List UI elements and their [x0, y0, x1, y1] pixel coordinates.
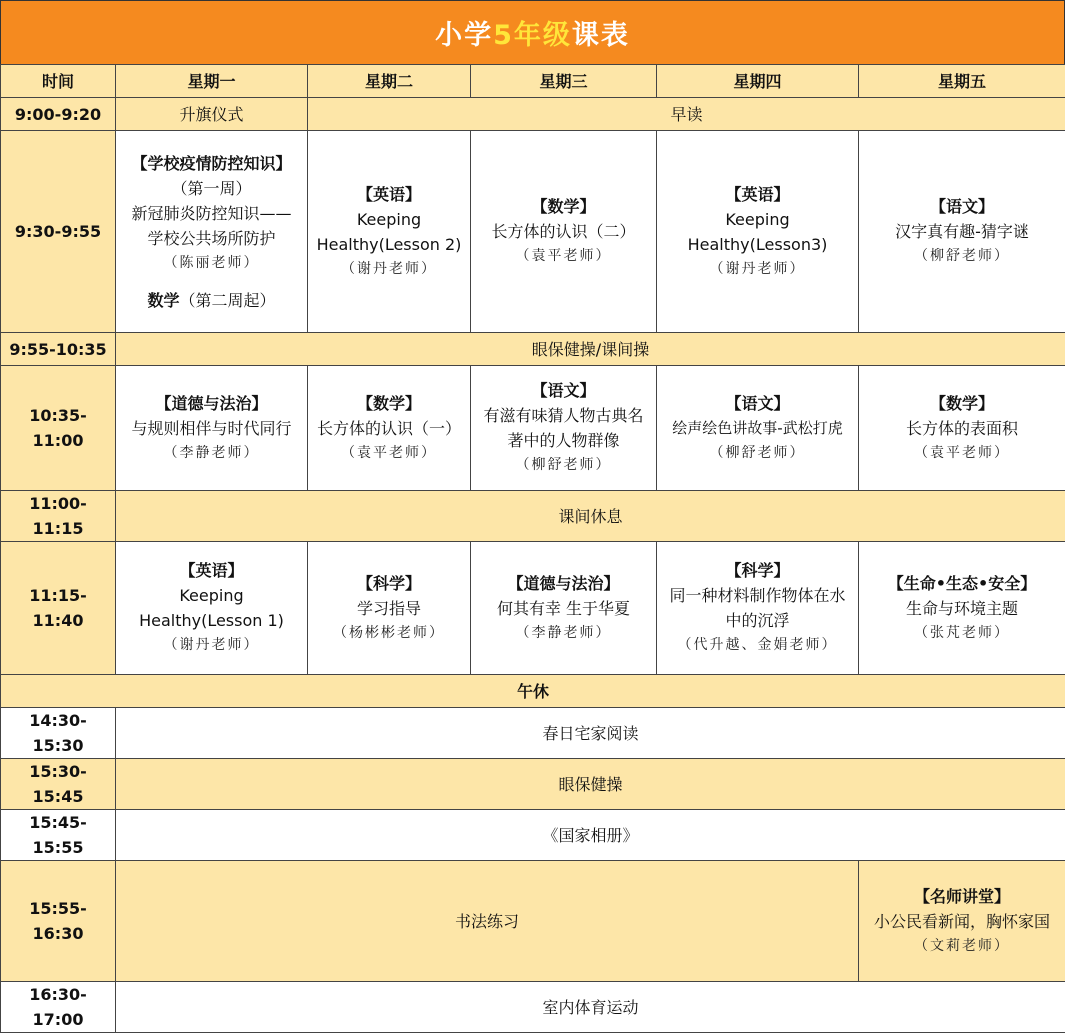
lesson-cell-thursday — [657, 131, 859, 333]
lesson-title: 汉字真有趣-猜字谜 — [862, 219, 1062, 244]
subject-label: 【学校疫情防控知识】 — [119, 151, 304, 176]
lesson-cell-wednesday — [471, 366, 657, 491]
lesson-cell-thursday — [657, 542, 859, 675]
subject-schedule-note — [119, 288, 304, 313]
time-slot: 11:15-11:40 — [1, 542, 116, 675]
schedule-row — [1, 333, 1065, 366]
subject-label: 【数学】 — [311, 391, 467, 416]
subject-label: 【语文】 — [660, 391, 855, 416]
header-wednesday: 星期三 — [471, 65, 657, 98]
lesson-cell-monday — [116, 542, 308, 675]
lesson-cell-friday — [859, 131, 1065, 333]
monday-activity: 升旗仪式 — [116, 98, 308, 131]
subject-label: 【科学】 — [311, 571, 467, 596]
header-monday: 星期一 — [116, 65, 308, 98]
lesson-note: （第一周） — [119, 176, 304, 201]
tue-fri-activity: 早读 — [308, 98, 1065, 131]
teacher-name: （谢丹老师） — [311, 257, 467, 282]
teacher-name: （李静老师） — [474, 621, 653, 646]
teacher-name: （谢丹老师） — [119, 633, 304, 658]
time-slot: 16:30-17:00 — [1, 982, 116, 1033]
time-slot: 9:55-10:35 — [1, 333, 116, 366]
lesson-cell-tuesday — [308, 366, 471, 491]
teacher-name: （柳舒老师） — [862, 244, 1062, 269]
teacher-name: （柳舒老师） — [660, 441, 855, 466]
lesson-cell-friday — [859, 542, 1065, 675]
schedule-row — [1, 366, 1065, 491]
subject-label: 【英语】 — [660, 182, 855, 207]
time-slot: 11:00-11:15 — [1, 491, 116, 542]
lesson-title: 学习指导 — [311, 596, 467, 621]
teacher-name: （李静老师） — [119, 441, 304, 466]
lesson-title: 中的沉浮 — [660, 608, 855, 633]
teacher-name: （谢丹老师） — [660, 257, 855, 282]
lesson-title: Healthy(Lesson3) — [660, 232, 855, 257]
subject-label: 【语文】 — [474, 378, 653, 403]
lesson-title: 同一种材料制作物体在水 — [660, 583, 855, 608]
teacher-name: （陈丽老师） — [119, 251, 304, 276]
lesson-cell-friday — [859, 366, 1065, 491]
lesson-title: 长方体的表面积 — [862, 416, 1062, 441]
teacher-name: （张芃老师） — [862, 621, 1062, 646]
schedule-row — [1, 131, 1065, 333]
teacher-name: （袁平老师） — [311, 441, 467, 466]
time-slot: 15:55-16:30 — [1, 861, 116, 982]
subject-label: 【生命•生态•安全】 — [862, 571, 1062, 596]
lesson-cell-wednesday — [471, 542, 657, 675]
schedule-row — [1, 759, 1065, 810]
header-friday: 星期五 — [859, 65, 1065, 98]
break-activity: 眼保健操/课间操 — [116, 333, 1065, 366]
afternoon-activity: 春日宅家阅读 — [116, 708, 1065, 759]
afternoon-activity: 眼保健操 — [116, 759, 1065, 810]
schedule-row — [1, 810, 1065, 861]
header-thursday: 星期四 — [657, 65, 859, 98]
lesson-title: 著中的人物群像 — [474, 428, 653, 453]
time-slot: 14:30-15:30 — [1, 708, 116, 759]
schedule-row — [1, 542, 1065, 675]
title-grade: 5年级 — [493, 13, 572, 52]
schedule-table — [0, 64, 1065, 1033]
time-slot: 9:30-9:55 — [1, 131, 116, 333]
lesson-title: Keeping — [119, 583, 304, 608]
schedule-row — [1, 861, 1065, 982]
header-time: 时间 — [1, 65, 116, 98]
subject-label: 【道德与法治】 — [474, 571, 653, 596]
schedule-note: （第二周起） — [180, 291, 276, 310]
subject-name: 数学 — [147, 291, 179, 310]
afternoon-activity: 室内体育运动 — [116, 982, 1065, 1033]
schedule-row — [1, 98, 1065, 131]
lesson-cell-wednesday — [471, 131, 657, 333]
time-slot: 9:00-9:20 — [1, 98, 116, 131]
subject-label: 【数学】 — [862, 391, 1062, 416]
teacher-name: （袁平老师） — [474, 244, 653, 269]
time-slot: 10:35-11:00 — [1, 366, 116, 491]
lesson-title: 小公民看新闻，胸怀家国 — [862, 909, 1062, 934]
subject-label: 【英语】 — [311, 182, 467, 207]
title-part-1: 小学 — [435, 13, 493, 52]
subject-label: 【道德与法治】 — [119, 391, 304, 416]
time-slot: 15:45-15:55 — [1, 810, 116, 861]
mon-thu-activity: 书法练习 — [116, 861, 859, 982]
lesson-title: 绘声绘色讲故事-武松打虎 — [660, 416, 855, 441]
teacher-name: （文莉老师） — [862, 934, 1062, 959]
title-part-3: 课表 — [572, 13, 630, 52]
schedule-row — [1, 491, 1065, 542]
lesson-title: Healthy(Lesson 2) — [311, 232, 467, 257]
teacher-name: （袁平老师） — [862, 441, 1062, 466]
teacher-name: （柳舒老师） — [474, 453, 653, 478]
lesson-cell-monday — [116, 366, 308, 491]
time-slot: 15:30-15:45 — [1, 759, 116, 810]
lesson-title: 长方体的认识（二） — [474, 219, 653, 244]
lesson-cell-monday — [116, 131, 308, 333]
afternoon-activity: 《国家相册》 — [116, 810, 1065, 861]
lunch-break: 午休 — [1, 675, 1065, 708]
lesson-cell-tuesday — [308, 131, 471, 333]
lesson-title: 生命与环境主题 — [862, 596, 1062, 621]
schedule-row — [1, 708, 1065, 759]
teacher-name: （代升越、金娟老师） — [660, 633, 855, 658]
lesson-title: Keeping — [660, 207, 855, 232]
subject-label: 【科学】 — [660, 558, 855, 583]
header-row — [1, 65, 1065, 98]
lesson-title: 何其有幸 生于华夏 — [474, 596, 653, 621]
lesson-title: 长方体的认识（一） — [311, 416, 467, 441]
lesson-title: 新冠肺炎防控知识—— — [119, 201, 304, 226]
lesson-cell-friday — [859, 861, 1065, 982]
page-title — [0, 0, 1065, 65]
lesson-title: Keeping — [311, 207, 467, 232]
schedule-row — [1, 982, 1065, 1033]
subject-label: 【名师讲堂】 — [862, 884, 1062, 909]
break-activity: 课间休息 — [116, 491, 1065, 542]
lesson-cell-tuesday — [308, 542, 471, 675]
subject-label: 【数学】 — [474, 194, 653, 219]
lesson-title: 学校公共场所防护 — [119, 226, 304, 251]
teacher-name: （杨彬彬老师） — [311, 621, 467, 646]
subject-label: 【语文】 — [862, 194, 1062, 219]
header-tuesday: 星期二 — [308, 65, 471, 98]
schedule-row — [1, 675, 1065, 708]
subject-label: 【英语】 — [119, 558, 304, 583]
lesson-title: Healthy(Lesson 1) — [119, 608, 304, 633]
lesson-cell-thursday — [657, 366, 859, 491]
lesson-title: 有滋有味猜人物古典名 — [474, 403, 653, 428]
lesson-title: 与规则相伴与时代同行 — [119, 416, 304, 441]
